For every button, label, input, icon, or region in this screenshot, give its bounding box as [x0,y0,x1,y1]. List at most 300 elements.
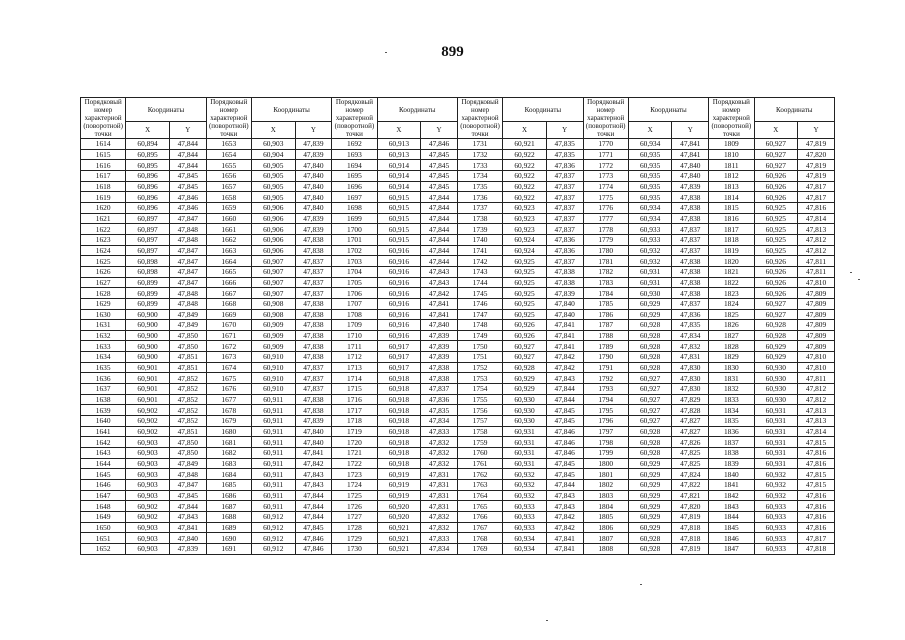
cell-y: 47,816 [798,490,835,501]
cell-y: 47,839 [169,543,206,554]
cell-point-number: 1680 [206,426,251,437]
cell-point-number: 1624 [81,245,126,256]
cell-x: 60,916 [377,256,421,267]
cell-point-number: 1734 [457,170,502,181]
table-row [81,266,835,277]
cell-point-number: 1771 [583,149,628,160]
cell-y: 47,837 [295,288,332,299]
cell-x: 60,934 [503,533,547,544]
table-row [81,373,835,384]
cell-x: 60,929 [628,522,672,533]
cell-y: 47,832 [421,458,458,469]
cell-x: 60,932 [628,256,672,267]
cell-y: 47,839 [295,213,332,224]
cell-x: 60,929 [628,469,672,480]
cell-point-number: 1807 [583,533,628,544]
cell-x: 60,927 [754,139,798,150]
cell-y: 47,835 [421,405,458,416]
cell-x: 60,909 [251,320,295,331]
table-header [81,98,835,139]
cell-y: 47,844 [295,490,332,501]
cell-point-number: 1795 [583,405,628,416]
cell-y: 47,841 [672,139,709,150]
cell-x: 60,933 [754,522,798,533]
cell-point-number: 1669 [206,309,251,320]
cell-point-number: 1799 [583,448,628,459]
cell-y: 47,851 [169,362,206,373]
cell-y: 47,846 [546,437,583,448]
cell-y: 47,838 [672,213,709,224]
cell-x: 60,930 [628,288,672,299]
cell-y: 47,812 [798,245,835,256]
cell-x: 60,934 [628,202,672,213]
cell-x: 60,905 [251,192,295,203]
cell-x: 60,905 [251,160,295,171]
cell-x: 60,928 [628,320,672,331]
cell-y: 47,816 [798,511,835,522]
cell-point-number: 1746 [457,298,502,309]
cell-point-number: 1772 [583,160,628,171]
cell-x: 60,918 [377,448,421,459]
cell-x: 60,903 [126,437,170,448]
cell-point-number: 1818 [709,234,754,245]
cell-x: 60,927 [628,373,672,384]
scan-speck [546,620,548,621]
cell-x: 60,927 [754,149,798,160]
cell-point-number: 1675 [206,373,251,384]
cell-x: 60,900 [126,341,170,352]
cell-y: 47,837 [546,224,583,235]
cell-point-number: 1845 [709,522,754,533]
cell-y: 47,827 [672,416,709,427]
cell-y: 47,847 [169,256,206,267]
cell-point-number: 1757 [457,416,502,427]
cell-x: 60,931 [754,437,798,448]
cell-y: 47,831 [421,480,458,491]
cell-y: 47,849 [169,309,206,320]
cell-point-number: 1654 [206,149,251,160]
cell-y: 47,842 [295,458,332,469]
cell-x: 60,935 [628,192,672,203]
cell-y: 47,821 [672,490,709,501]
cell-x: 60,909 [251,330,295,341]
table-row [81,362,835,373]
cell-point-number: 1809 [709,139,754,150]
cell-y: 47,847 [169,266,206,277]
cell-y: 47,816 [798,202,835,213]
table-row [81,160,835,171]
cell-x: 60,914 [377,160,421,171]
cell-point-number: 1833 [709,394,754,405]
cell-y: 47,846 [421,139,458,150]
cell-point-number: 1712 [332,352,377,363]
cell-point-number: 1741 [457,245,502,256]
cell-point-number: 1759 [457,437,502,448]
cell-point-number: 1769 [457,543,502,554]
cell-point-number: 1732 [457,149,502,160]
header-x: X [251,122,295,139]
cell-x: 60,926 [754,256,798,267]
cell-x: 60,933 [503,501,547,512]
cell-y: 47,837 [421,384,458,395]
table-row [81,330,835,341]
cell-point-number: 1645 [81,469,126,480]
cell-y: 47,838 [672,202,709,213]
cell-point-number: 1817 [709,224,754,235]
cell-point-number: 1709 [332,320,377,331]
cell-y: 47,837 [546,256,583,267]
header-point-number: Порядковый номер характерной (поворотной) точки [332,98,377,139]
cell-y: 47,844 [169,149,206,160]
cell-x: 60,919 [377,469,421,480]
table-row [81,256,835,267]
cell-point-number: 1636 [81,373,126,384]
header-y: Y [672,122,709,139]
cell-y: 47,815 [798,437,835,448]
cell-y: 47,837 [295,256,332,267]
cell-y: 47,809 [798,309,835,320]
cell-x: 60,930 [754,384,798,395]
cell-point-number: 1730 [332,543,377,554]
cell-y: 47,852 [169,373,206,384]
cell-y: 47,839 [421,352,458,363]
cell-y: 47,844 [295,501,332,512]
cell-point-number: 1720 [332,437,377,448]
cell-y: 47,846 [295,543,332,554]
cell-x: 60,919 [377,480,421,491]
cell-point-number: 1786 [583,309,628,320]
cell-y: 47,839 [295,416,332,427]
cell-point-number: 1698 [332,202,377,213]
cell-x: 60,933 [503,511,547,522]
cell-point-number: 1777 [583,213,628,224]
cell-x: 60,911 [251,426,295,437]
table-row [81,416,835,427]
cell-x: 60,900 [126,320,170,331]
cell-y: 47,838 [672,277,709,288]
cell-point-number: 1643 [81,448,126,459]
cell-x: 60,916 [377,320,421,331]
cell-point-number: 1827 [709,330,754,341]
cell-x: 60,927 [628,384,672,395]
cell-x: 60,916 [377,298,421,309]
cell-x: 60,930 [503,405,547,416]
cell-point-number: 1697 [332,192,377,203]
cell-y: 47,838 [421,362,458,373]
cell-x: 60,899 [126,298,170,309]
cell-point-number: 1671 [206,330,251,341]
cell-point-number: 1673 [206,352,251,363]
cell-y: 47,845 [546,416,583,427]
cell-y: 47,839 [295,149,332,160]
table-row [81,309,835,320]
cell-point-number: 1731 [457,139,502,150]
cell-y: 47,834 [421,416,458,427]
cell-y: 47,839 [672,181,709,192]
cell-y: 47,843 [295,480,332,491]
cell-x: 60,931 [628,266,672,277]
cell-x: 60,935 [628,160,672,171]
cell-y: 47,841 [546,341,583,352]
cell-y: 47,840 [672,170,709,181]
cell-point-number: 1711 [332,341,377,352]
cell-point-number: 1652 [81,543,126,554]
cell-point-number: 1750 [457,341,502,352]
cell-x: 60,933 [628,224,672,235]
cell-y: 47,852 [169,384,206,395]
header-y: Y [798,122,835,139]
cell-point-number: 1797 [583,426,628,437]
cell-point-number: 1677 [206,394,251,405]
cell-y: 47,810 [798,352,835,363]
cell-y: 47,837 [295,373,332,384]
cell-y: 47,844 [421,213,458,224]
cell-point-number: 1837 [709,437,754,448]
cell-x: 60,929 [628,501,672,512]
cell-y: 47,837 [295,362,332,373]
cell-y: 47,834 [672,330,709,341]
cell-y: 47,836 [421,394,458,405]
cell-x: 60,929 [628,298,672,309]
cell-y: 47,851 [169,352,206,363]
cell-point-number: 1685 [206,480,251,491]
cell-point-number: 1646 [81,480,126,491]
cell-x: 60,910 [251,362,295,373]
cell-y: 47,817 [798,192,835,203]
cell-point-number: 1706 [332,288,377,299]
cell-y: 47,809 [798,320,835,331]
cell-point-number: 1658 [206,192,251,203]
cell-x: 60,918 [377,426,421,437]
cell-y: 47,845 [546,469,583,480]
cell-y: 47,846 [546,448,583,459]
cell-point-number: 1648 [81,501,126,512]
cell-x: 60,921 [377,543,421,554]
cell-x: 60,929 [754,352,798,363]
cell-point-number: 1616 [81,160,126,171]
cell-point-number: 1665 [206,266,251,277]
cell-y: 47,833 [421,533,458,544]
cell-y: 47,839 [421,341,458,352]
cell-point-number: 1829 [709,352,754,363]
table-row [81,202,835,213]
cell-x: 60,917 [377,341,421,352]
cell-x: 60,906 [251,234,295,245]
cell-point-number: 1696 [332,181,377,192]
cell-y: 47,813 [798,224,835,235]
table-row [81,234,835,245]
cell-x: 60,922 [503,192,547,203]
cell-x: 60,897 [126,234,170,245]
cell-x: 60,908 [251,298,295,309]
header-coordinates: Координаты [628,98,708,122]
table-row [81,139,835,150]
cell-point-number: 1736 [457,192,502,203]
cell-y: 47,818 [672,522,709,533]
table-body [81,139,835,555]
cell-point-number: 1733 [457,160,502,171]
cell-x: 60,932 [503,480,547,491]
cell-y: 47,837 [546,181,583,192]
cell-x: 60,903 [126,533,170,544]
cell-point-number: 1793 [583,384,628,395]
cell-point-number: 1705 [332,277,377,288]
header-coordinates: Координаты [377,98,457,122]
cell-x: 60,920 [377,501,421,512]
table-row [81,245,835,256]
cell-point-number: 1813 [709,181,754,192]
cell-x: 60,930 [503,394,547,405]
cell-x: 60,926 [754,170,798,181]
cell-x: 60,905 [251,170,295,181]
cell-point-number: 1834 [709,405,754,416]
cell-x: 60,926 [503,330,547,341]
cell-point-number: 1621 [81,213,126,224]
cell-point-number: 1615 [81,149,126,160]
table-row [81,458,835,469]
cell-y: 47,850 [169,341,206,352]
cell-x: 60,929 [628,490,672,501]
cell-point-number: 1788 [583,330,628,341]
cell-y: 47,819 [798,160,835,171]
cell-x: 60,934 [628,213,672,224]
cell-y: 47,809 [798,298,835,309]
header-point-number: Порядковый номер характерной (поворотной) точки [81,98,126,139]
cell-point-number: 1819 [709,245,754,256]
table-row [81,277,835,288]
cell-x: 60,911 [251,480,295,491]
cell-x: 60,901 [126,373,170,384]
cell-x: 60,916 [377,277,421,288]
cell-y: 47,814 [798,213,835,224]
cell-y: 47,846 [295,533,332,544]
cell-point-number: 1653 [206,139,251,150]
cell-point-number: 1800 [583,458,628,469]
cell-x: 60,931 [503,426,547,437]
table-row [81,213,835,224]
table-row [81,480,835,491]
header-coordinates: Координаты [503,98,583,122]
header-coordinates: Координаты [754,98,835,122]
scan-speck [385,52,387,53]
cell-point-number: 1826 [709,320,754,331]
cell-y: 47,848 [169,234,206,245]
cell-point-number: 1630 [81,309,126,320]
cell-point-number: 1778 [583,224,628,235]
cell-x: 60,931 [503,458,547,469]
cell-x: 60,902 [126,501,170,512]
cell-point-number: 1662 [206,234,251,245]
cell-y: 47,838 [295,234,332,245]
cell-x: 60,928 [628,362,672,373]
cell-y: 47,845 [421,149,458,160]
cell-y: 47,818 [798,543,835,554]
cell-y: 47,844 [421,202,458,213]
cell-y: 47,831 [421,469,458,480]
header-point-number: Порядковый номер характерной (поворотной) точки [457,98,502,139]
cell-point-number: 1660 [206,213,251,224]
cell-y: 47,816 [798,458,835,469]
cell-y: 47,809 [798,341,835,352]
cell-point-number: 1703 [332,256,377,267]
cell-point-number: 1810 [709,149,754,160]
cell-y: 47,850 [169,437,206,448]
cell-x: 60,929 [628,458,672,469]
cell-x: 60,928 [754,320,798,331]
cell-point-number: 1708 [332,309,377,320]
cell-x: 60,910 [251,373,295,384]
cell-y: 47,840 [295,202,332,213]
cell-y: 47,840 [295,192,332,203]
cell-point-number: 1842 [709,490,754,501]
header-point-number: Порядковый номер характерной (поворотной) точки [583,98,628,139]
cell-x: 60,923 [503,224,547,235]
cell-x: 60,895 [126,160,170,171]
cell-point-number: 1775 [583,192,628,203]
cell-point-number: 1719 [332,426,377,437]
cell-x: 60,927 [628,405,672,416]
cell-point-number: 1640 [81,416,126,427]
cell-y: 47,844 [169,139,206,150]
cell-x: 60,928 [754,330,798,341]
cell-y: 47,844 [421,234,458,245]
cell-y: 47,828 [672,405,709,416]
cell-x: 60,911 [251,416,295,427]
cell-point-number: 1787 [583,320,628,331]
cell-x: 60,914 [377,170,421,181]
cell-y: 47,831 [421,490,458,501]
cell-point-number: 1764 [457,490,502,501]
cell-point-number: 1620 [81,202,126,213]
cell-point-number: 1758 [457,426,502,437]
cell-y: 47,822 [672,480,709,491]
cell-y: 47,842 [546,511,583,522]
table-row [81,448,835,459]
table-row [81,341,835,352]
table-row [81,522,835,533]
cell-point-number: 1766 [457,511,502,522]
cell-y: 47,841 [546,330,583,341]
cell-y: 47,847 [169,277,206,288]
cell-x: 60,925 [754,213,798,224]
cell-point-number: 1717 [332,405,377,416]
cell-point-number: 1768 [457,533,502,544]
cell-x: 60,911 [251,448,295,459]
cell-point-number: 1820 [709,256,754,267]
cell-x: 60,926 [754,192,798,203]
cell-x: 60,932 [754,490,798,501]
cell-y: 47,840 [295,170,332,181]
cell-point-number: 1805 [583,511,628,522]
cell-y: 47,849 [169,458,206,469]
cell-x: 60,933 [754,511,798,522]
cell-x: 60,896 [126,192,170,203]
cell-y: 47,844 [421,256,458,267]
cell-point-number: 1684 [206,469,251,480]
cell-point-number: 1702 [332,245,377,256]
cell-point-number: 1791 [583,362,628,373]
cell-x: 60,912 [251,533,295,544]
cell-point-number: 1836 [709,426,754,437]
cell-x: 60,902 [126,426,170,437]
cell-point-number: 1701 [332,234,377,245]
cell-x: 60,931 [754,416,798,427]
cell-point-number: 1832 [709,384,754,395]
cell-x: 60,932 [754,480,798,491]
cell-x: 60,895 [126,149,170,160]
header-x: X [754,122,798,139]
cell-point-number: 1760 [457,448,502,459]
